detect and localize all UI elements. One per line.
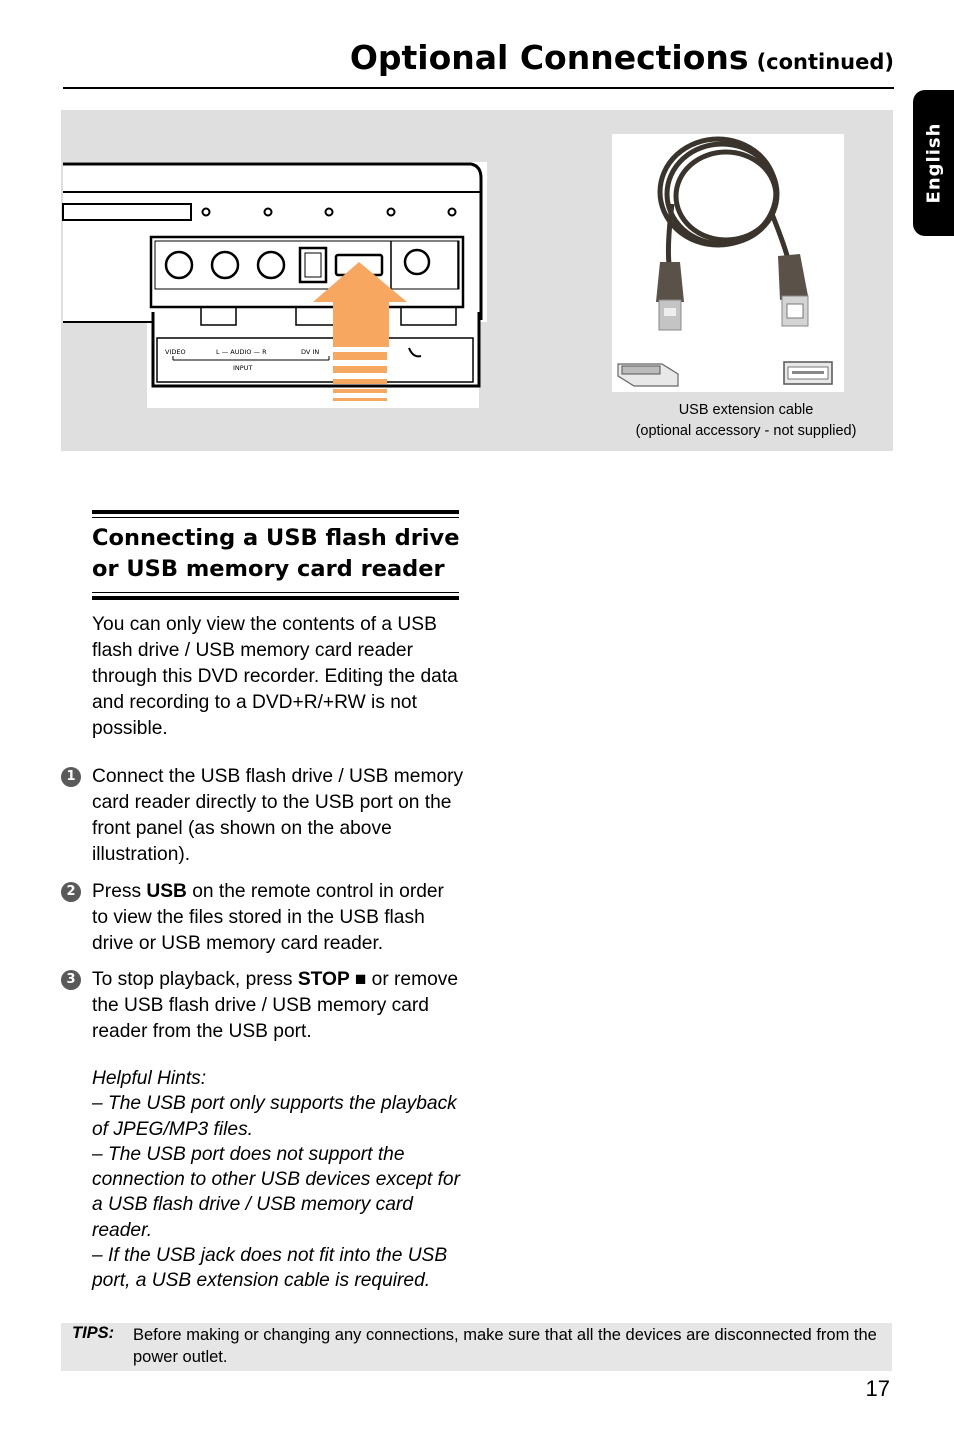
step-3-before: To stop playback, press bbox=[92, 969, 298, 990]
step-2-after: on the remote control in order to view the files stored in the USB flash drive or USB memory card reader. bbox=[92, 881, 444, 954]
panel-label-video: VIDEO bbox=[165, 348, 186, 356]
section-top-rule-thin bbox=[92, 517, 459, 518]
step-2-key: USB bbox=[146, 881, 187, 902]
tips-label: TIPS: bbox=[72, 1324, 115, 1342]
title-main: Optional Connections bbox=[349, 38, 749, 77]
tips-box bbox=[61, 1323, 892, 1371]
title-continued: (continued) bbox=[756, 50, 894, 74]
step-2-text bbox=[92, 879, 464, 957]
panel-label-input: INPUT bbox=[233, 364, 253, 372]
step-2-number: 2 bbox=[61, 882, 81, 902]
section-title bbox=[92, 523, 472, 585]
header-rule bbox=[63, 87, 894, 89]
language-tab-label: English bbox=[923, 122, 944, 204]
caption-line-2: (optional accessory - not supplied) bbox=[635, 422, 857, 439]
section-intro: You can only view the contents of a USB flash drive / USB memory card reader through this DVD recorder. Editing the data and recording to a DVD+R/+RW is not possible. bbox=[92, 614, 458, 739]
illustration-panel bbox=[61, 110, 893, 451]
illustration-caption bbox=[601, 400, 891, 441]
step-3-number: 3 bbox=[61, 970, 81, 990]
section-bottom-rule-thin bbox=[92, 592, 459, 593]
page-number: 17 bbox=[865, 1376, 890, 1401]
section-title-line-1: Connecting a USB flash drive bbox=[92, 525, 460, 551]
dvd-recorder-front-panel-illustration bbox=[61, 162, 487, 408]
step-1-text: Connect the USB flash drive / USB memory card reader directly to the USB port on the front panel (as shown on the above illustration). bbox=[92, 766, 464, 865]
section-bottom-rule-thick bbox=[92, 596, 459, 600]
usb-socket-icon bbox=[784, 362, 832, 384]
hints-heading: Helpful Hints: bbox=[92, 1068, 207, 1089]
step-2-before: Press bbox=[92, 881, 147, 902]
step-3-text bbox=[92, 967, 464, 1045]
language-tab bbox=[913, 90, 954, 236]
panel-label-dv-in: DV IN bbox=[301, 348, 320, 356]
panel-label-audio: L — AUDIO — R bbox=[216, 348, 267, 356]
tips-text: Before making or changing any connections, make sure that all the devices are disconnected from the power outlet. bbox=[133, 1326, 877, 1366]
step-3-key: STOP ■ bbox=[297, 969, 367, 990]
hint-2: – The USB port does not support the connection to other USB devices except for a USB flash drive / USB memory card reader. bbox=[92, 1143, 460, 1241]
section-top-rule-thick bbox=[92, 510, 459, 514]
usb-extension-cable-photo bbox=[612, 134, 844, 392]
step-1-number: 1 bbox=[61, 767, 81, 787]
hint-3: – If the USB jack does not fit into the USB port, a USB extension cable is required. bbox=[92, 1245, 448, 1292]
hint-1: – The USB port only supports the playback of JPEG/MP3 files. bbox=[92, 1093, 457, 1140]
step-3-after: or remove the USB flash drive / USB memory card reader from the USB port. bbox=[92, 969, 459, 1042]
helpful-hints bbox=[92, 1066, 464, 1294]
page-title bbox=[350, 38, 894, 77]
caption-line-1: USB extension cable bbox=[678, 402, 814, 418]
section-title-line-2: or USB memory card reader bbox=[92, 556, 445, 582]
